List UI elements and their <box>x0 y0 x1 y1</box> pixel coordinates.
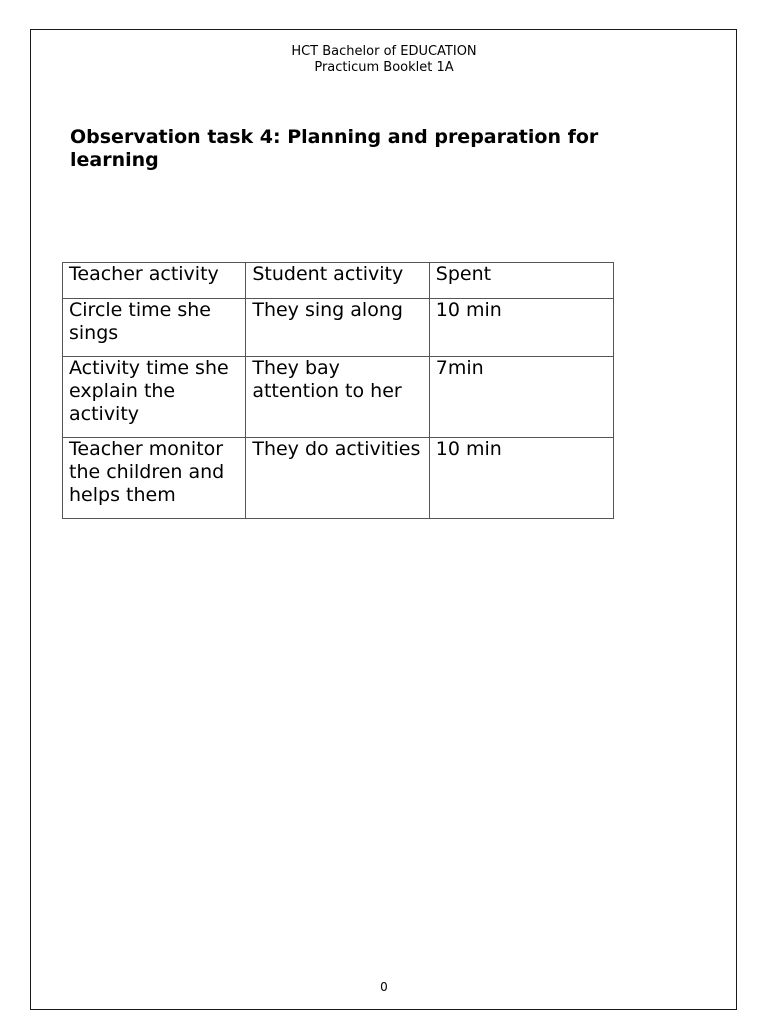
table-row <box>63 438 614 519</box>
column-header-student-activity: Student activity <box>246 263 429 299</box>
time-spent-cell: 7min <box>429 357 613 438</box>
header-program: HCT Bachelor of EDUCATION <box>291 44 477 59</box>
observation-table <box>62 262 614 519</box>
page-header <box>0 44 768 76</box>
teacher-activity-cell: Teacher monitor the children and helps them <box>63 438 246 519</box>
task-title: Observation task 4: Planning and preparation for learning <box>70 126 599 171</box>
student-activity-cell: They bay attention to her <box>246 357 429 438</box>
column-header-time-spent: Spent <box>429 263 613 299</box>
teacher-activity-cell: Activity time she explain the activity <box>63 357 246 438</box>
column-header-teacher-activity: Teacher activity <box>63 263 246 299</box>
time-spent-cell: 10 min <box>429 438 613 519</box>
table-header-row <box>63 263 614 299</box>
table-row <box>63 299 614 357</box>
table-row <box>63 357 614 438</box>
time-spent-cell: 10 min <box>429 299 613 357</box>
page-number: 0 <box>380 980 388 994</box>
header-booklet: Practicum Booklet 1A <box>314 60 454 75</box>
teacher-activity-cell: Circle time she sings <box>63 299 246 357</box>
student-activity-cell: They sing along <box>246 299 429 357</box>
student-activity-cell: They do activities <box>246 438 429 519</box>
page-border <box>30 29 737 1010</box>
